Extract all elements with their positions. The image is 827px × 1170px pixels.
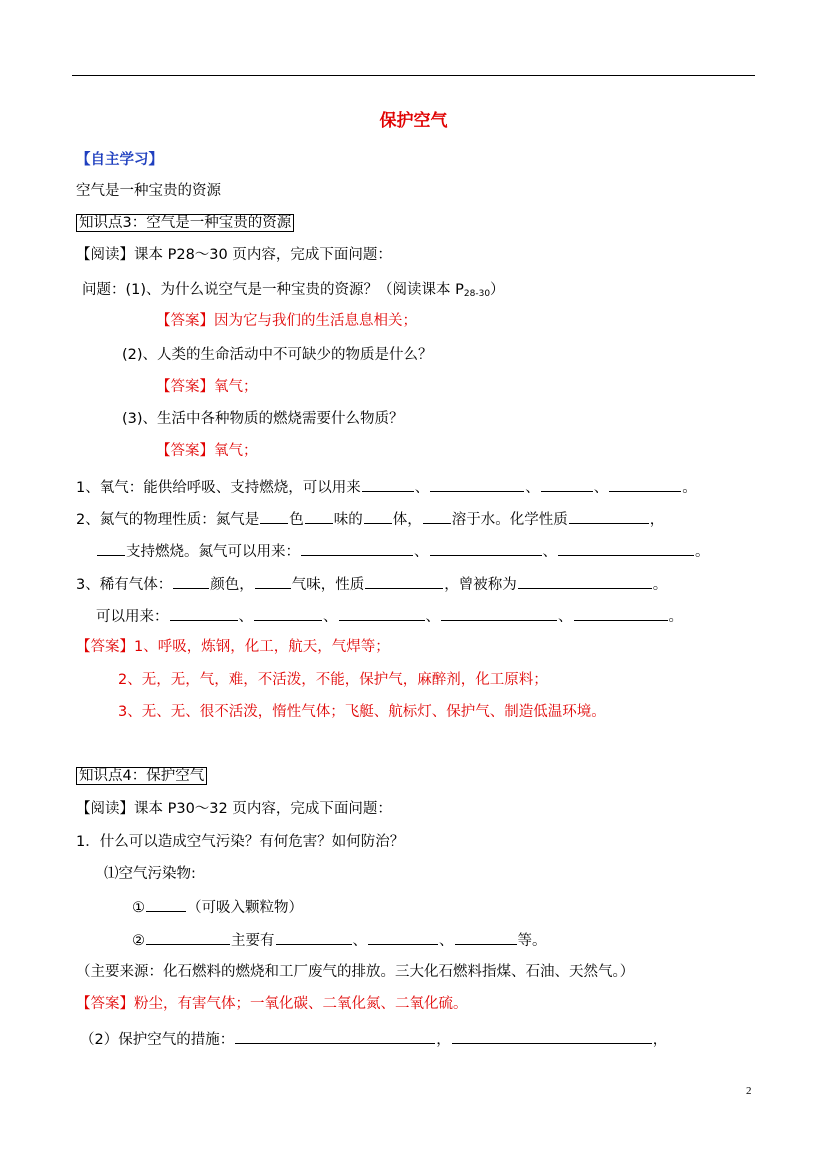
blank[interactable] bbox=[455, 929, 517, 945]
blank[interactable] bbox=[276, 929, 352, 945]
fill-noble-gas-2: 可以用来： 、 、 、 、 。 bbox=[96, 605, 683, 627]
kp4-source-note: （主要来源：化石燃料的燃烧和工厂废气的排放。三大化石燃料指煤、石油、天然气。） bbox=[76, 964, 635, 980]
blank[interactable] bbox=[574, 605, 668, 621]
kp3-question-1: 问题：(1)、为什么说空气是一种宝贵的资源？（阅读课本 $P_{28-30}$） bbox=[82, 282, 505, 299]
kp3-answer-3: 【答案】氧气； bbox=[156, 443, 258, 459]
blank[interactable] bbox=[518, 573, 652, 589]
kp3-answer-2: 【答案】氧气； bbox=[156, 379, 258, 395]
blank[interactable] bbox=[423, 508, 451, 524]
blank[interactable] bbox=[170, 605, 238, 621]
blank[interactable] bbox=[301, 540, 413, 556]
kp3-question-2: (2)、人类的生命活动中不可缺少的物质是什么？ bbox=[122, 347, 433, 363]
kp3-answer-fill-2: 2、无，无，气，难，不活泼，不能，保护气，麻醉剂，化工原料； bbox=[118, 672, 548, 688]
kp4-protect-measures: （2）保护空气的措施： ， ， bbox=[80, 1028, 667, 1050]
blank[interactable] bbox=[146, 929, 230, 945]
blank[interactable] bbox=[430, 540, 542, 556]
blank[interactable] bbox=[558, 540, 694, 556]
blank[interactable] bbox=[235, 1028, 435, 1044]
section-self-study: 【自主学习】 bbox=[76, 152, 163, 168]
blank[interactable] bbox=[365, 573, 443, 589]
blank[interactable] bbox=[97, 540, 125, 556]
blank[interactable] bbox=[254, 605, 322, 621]
kp4-heading: 知识点4：保护空气 bbox=[76, 766, 207, 786]
intro-text: 空气是一种宝贵的资源 bbox=[76, 183, 221, 199]
blank[interactable] bbox=[362, 476, 414, 492]
kp4-answer: 【答案】粉尘，有害气体；一氧化碳、二氧化氮、二氧化硫。 bbox=[76, 996, 468, 1012]
page-number: 2 bbox=[746, 1085, 752, 1097]
blank[interactable] bbox=[609, 476, 681, 492]
kp3-question-3: (3)、生活中各种物质的燃烧需要什么物质？ bbox=[122, 411, 404, 427]
blank[interactable] bbox=[364, 508, 392, 524]
blank[interactable] bbox=[339, 605, 425, 621]
blank[interactable] bbox=[146, 896, 186, 912]
blank[interactable] bbox=[441, 605, 557, 621]
fill-nitrogen-2: 支持燃烧。氮气可以用来： 、 、 。 bbox=[96, 540, 710, 562]
blank[interactable] bbox=[173, 573, 209, 589]
kp4-pollutant-2: ② 主要有 、 、 等。 bbox=[132, 929, 547, 951]
fill-nitrogen-1: 2、氮气的物理性质：氮气是 色 味的 体， 溶于水。化学性质 ， bbox=[76, 508, 664, 530]
kp3-answer-fill-1: 【答案】1、呼吸，炼钢，化工，航天，气焊等； bbox=[76, 639, 390, 655]
blank[interactable] bbox=[305, 508, 333, 524]
kp3-read: 【阅读】课本 P28～30 页内容，完成下面问题： bbox=[76, 247, 392, 263]
blank[interactable] bbox=[260, 508, 288, 524]
blank[interactable] bbox=[541, 476, 593, 492]
kp3-answer-1: 【答案】因为它与我们的生活息息相关； bbox=[156, 313, 417, 329]
header-rule bbox=[72, 75, 755, 76]
blank[interactable] bbox=[255, 573, 291, 589]
fill-noble-gas-1: 3、稀有气体： 颜色， 气味，性质 ，曾被称为 。 bbox=[76, 573, 667, 595]
fill-oxygen: 1、氧气：能供给呼吸、支持燃烧，可以用来 、 、 、 。 bbox=[76, 476, 697, 498]
kp4-read: 【阅读】课本 P30～32 页内容，完成下面问题： bbox=[76, 801, 392, 817]
blank[interactable] bbox=[452, 1028, 652, 1044]
blank[interactable] bbox=[430, 476, 524, 492]
kp3-answer-fill-3: 3、无、无、很不活泼，惰性气体；飞艇、航标灯、保护气、制造低温环境。 bbox=[118, 704, 606, 720]
kp4-pollutant-1: ① （可吸入颗粒物） bbox=[132, 896, 303, 918]
kp3-heading: 知识点3：空气是一种宝贵的资源 bbox=[76, 213, 294, 233]
page-title: 保护空气 bbox=[379, 111, 448, 131]
blank[interactable] bbox=[569, 508, 649, 524]
kp4-pollutants: ⑴空气污染物: bbox=[104, 866, 196, 882]
blank[interactable] bbox=[368, 929, 438, 945]
kp4-question-1: 1．什么可以造成空气污染？有何危害？如何防治？ bbox=[76, 834, 405, 850]
